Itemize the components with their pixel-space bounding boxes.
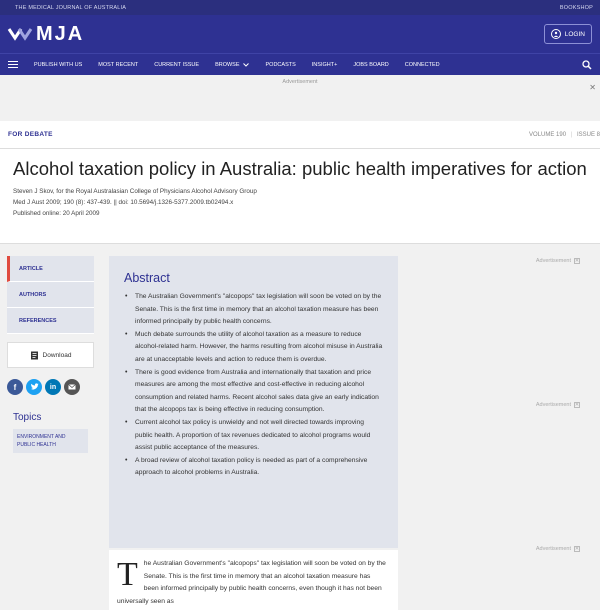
top-advertisement — [0, 75, 600, 121]
side-advertisement — [536, 546, 580, 552]
ad-info-icon[interactable]: ✕ — [574, 546, 580, 552]
page-title: Alcohol taxation policy in Australia: public health imperatives for action — [13, 158, 587, 179]
article-header — [0, 149, 600, 244]
mja-logo[interactable] — [8, 23, 84, 46]
tab-article[interactable]: ARTICLE — [7, 256, 94, 282]
twitter-icon[interactable] — [26, 379, 42, 395]
user-icon — [551, 29, 561, 39]
issue-label[interactable]: ISSUE 8 — [576, 131, 600, 138]
bookshop-link[interactable]: BOOKSHOP — [559, 4, 593, 11]
side-advertisement — [536, 402, 580, 408]
abstract-heading: Abstract — [124, 271, 170, 285]
body-paragraph: he Australian Government's "alcopops" tax legislation will soon be voted on by the Senate. This is the first time in memory that an alcohol taxation measure has been informed principally by public health concerns, even though it has not been universally seen as — [117, 560, 386, 605]
drop-cap: T — [117, 556, 138, 593]
article-citation: Med J Aust 2009; 190 (8): 437-439. || doi: 10.5694/j.1326-5377.2009.tb02494.x — [13, 199, 234, 206]
side-ad-label: Advertisement — [535, 258, 571, 264]
utility-bar — [0, 0, 600, 15]
section-bar — [0, 121, 600, 149]
login-label: LOGIN — [564, 30, 585, 38]
abstract-list — [124, 291, 383, 480]
article-body — [109, 550, 398, 610]
topic-tag[interactable]: ENVIRONMENT AND PUBLIC HEALTH — [13, 429, 88, 453]
abstract-point: • Much debate surrounds the utility of alcohol taxation as a measure to reduce alcohol-related harm. However, the harms resulting from alcohol misuse in Australia are at unacceptable levels and action to reduce them is overdue. — [124, 329, 383, 367]
nav-current-issue[interactable]: CURRENT ISSUE — [154, 61, 200, 68]
logo-text: MJA — [36, 22, 85, 45]
close-icon[interactable]: ✕ — [589, 83, 596, 92]
tab-references[interactable]: REFERENCES — [7, 308, 94, 334]
journal-name-link[interactable]: THE MEDICAL JOURNAL OF AUSTRALIA — [15, 4, 127, 11]
chevron-down-icon — [242, 62, 250, 68]
search-icon[interactable] — [582, 60, 592, 70]
download-label: Download — [42, 351, 72, 359]
tab-authors[interactable]: AUTHORS — [7, 282, 94, 308]
menu-icon[interactable] — [8, 59, 18, 71]
article-main — [0, 254, 600, 605]
abstract-panel — [109, 256, 398, 548]
side-advertisement — [536, 258, 580, 264]
topics-heading: Topics — [13, 412, 42, 423]
nav-connected[interactable]: CONNECTED — [404, 61, 440, 68]
volume-info: VOLUME 190 | ISSUE 8 — [529, 131, 600, 138]
linkedin-icon[interactable]: in — [45, 379, 61, 395]
chevron-logo-icon — [8, 26, 34, 42]
facebook-icon[interactable]: f — [7, 379, 23, 395]
nav-publish-with-us[interactable]: PUBLISH WITH US — [34, 61, 83, 68]
ad-info-icon[interactable]: ✕ — [574, 258, 580, 264]
abstract-point: • Current alcohol tax policy is unwieldy and not well directed towards improving public health. A proportion of tax revenues dedicated to alcohol programs would assist public acceptance of the measures. — [124, 417, 383, 455]
article-tabs — [7, 256, 94, 334]
email-icon[interactable] — [64, 379, 80, 395]
side-ad-label: Advertisement — [535, 402, 571, 408]
nav-browse-label: BROWSE — [215, 61, 240, 68]
ad-label: Advertisement — [282, 79, 318, 85]
nav-insight[interactable]: INSIGHT+ — [311, 61, 338, 68]
brand-bar — [0, 15, 600, 53]
nav-jobs-board[interactable]: JOBS BOARD — [353, 61, 389, 68]
article-authors: Steven J Skov, for the Royal Australasian College of Physicians Alcohol Advisory Group — [13, 188, 257, 195]
ad-info-icon[interactable]: ✕ — [574, 402, 580, 408]
main-nav — [0, 53, 600, 75]
login-button[interactable] — [544, 24, 592, 44]
share-buttons — [7, 379, 80, 395]
nav-most-recent[interactable]: MOST RECENT — [98, 61, 139, 68]
published-date: Published online: 20 April 2009 — [13, 210, 100, 217]
nav-podcasts[interactable]: PODCASTS — [265, 61, 296, 68]
abstract-point: • The Australian Government's "alcopops" tax legislation will soon be voted on by the Senate. This is the first time in memory that an alcohol taxation measure has been informed principally by public health concerns. — [124, 291, 383, 329]
abstract-point: • There is good evidence from Australia and internationally that taxation and price measures are among the most effective and cost-effective in reducing alcohol consumption and related harms. Recent alcohol sales data give an early indication that the alcopops tax is being effective in reducing consumption. — [124, 367, 383, 417]
section-label[interactable]: FOR DEBATE — [8, 131, 53, 138]
abstract-point: • A broad review of alcohol taxation policy is needed as part of a comprehensive approach to alcohol problems in Australia. — [124, 455, 383, 480]
download-button[interactable] — [7, 342, 94, 368]
side-ad-label: Advertisement — [535, 546, 571, 552]
volume-label[interactable]: VOLUME 190 — [529, 131, 567, 138]
nav-browse[interactable] — [215, 62, 249, 68]
pdf-icon — [30, 351, 39, 360]
